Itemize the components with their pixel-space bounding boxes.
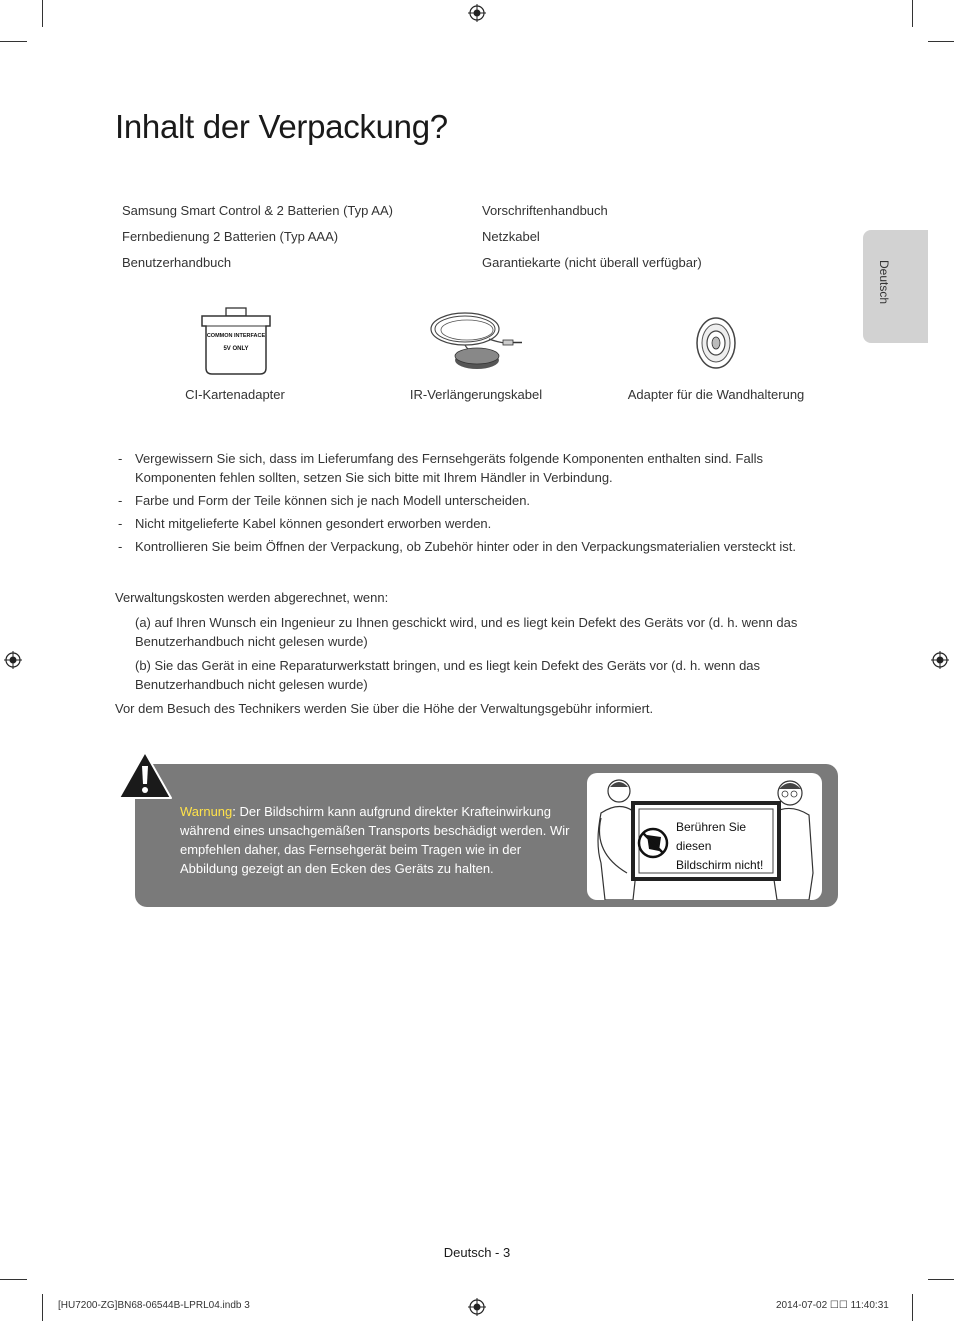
ci-voltage-label: 5V ONLY <box>223 346 249 352</box>
caption-ir-cable: IR-Verlängerungskabel <box>409 387 543 402</box>
crop-mark <box>42 0 43 27</box>
caption-ci-adapter: CI-Kartenadapter <box>185 387 285 402</box>
list-item: Fernbedienung 2 Batterien (Typ AAA) <box>122 229 339 244</box>
costs-outro: Vor dem Besuch des Technikers werden Sie über die Höhe der Verwaltungsgebühr informiert. <box>115 700 654 716</box>
list-item: Netzkabel <box>482 229 540 244</box>
ci-card-adapter-image <box>198 306 274 378</box>
language-tab-label: Deutsch <box>877 260 891 305</box>
list-item: Samsung Smart Control & 2 Batterien (Typ AA) <box>122 203 393 218</box>
registration-mark-icon <box>4 651 22 669</box>
list-item: - Vergewissern Sie sich, dass im Lieferumfang des Fernsehgeräts folgende Komponenten enthalten sind. Falls Komponenten fehlen sollten, setzen Sie sich bitte mit Ihrem Händler in Verbindung. <box>118 451 763 485</box>
costs-case-b: (b) Sie das Gerät in eine Reparaturwerkstatt bringen, und es liegt kein Defekt des Geräts vor (d. h. wenn das Benutzerhandbuch nicht gelesen wurde) <box>135 657 761 692</box>
registration-mark-icon <box>468 1298 486 1316</box>
warning-text: Warnung: Der Bildschirm kann aufgrund direkter Krafteinwirkung während eines unsachgemäßen Transports beschädigt werden. Wir empfehlen daher, das Fernsehgerät beim Tragen wie in der Abbildung gezeigt an den Ecken des Geräts zu halten. <box>180 804 570 876</box>
caption-wall-adapter: Adapter für die Wandhalterung <box>627 387 805 402</box>
page-number: Deutsch - 3 <box>443 1245 511 1260</box>
notes-list <box>118 449 818 560</box>
page-title: Inhalt der Verpackung? <box>115 108 448 145</box>
crop-mark <box>928 1279 954 1280</box>
ci-label: COMMON INTERFACE <box>206 333 266 339</box>
list-item: - Farbe und Form der Teile können sich je nach Modell unterscheiden. <box>118 493 531 508</box>
crop-mark <box>912 1294 913 1321</box>
registration-mark-icon <box>468 4 486 22</box>
contents-column-left <box>122 202 462 280</box>
warning-icon <box>117 750 173 800</box>
crop-mark <box>0 1279 27 1280</box>
footer-timestamp: 2014-07-02 ☐☐ 11:40:31 <box>776 1300 889 1311</box>
list-item: Benutzerhandbuch <box>122 255 232 270</box>
list-item: - Nicht mitgelieferte Kabel können gesondert erworben werden. <box>118 516 492 531</box>
crop-mark <box>928 41 954 42</box>
costs-case-a: (a) auf Ihren Wunsch ein Ingenieur zu Ihnen geschickt wird, und es liegt kein Defekt des Geräts vor (d. h. wenn das Benutzerhandbuch nicht gelesen wurde) <box>135 614 798 649</box>
crop-mark <box>42 1294 43 1321</box>
footer-file-name: [HU7200-ZG]BN68-06544B-LPRL04.indb 3 <box>58 1300 250 1311</box>
contents-column-right <box>482 202 822 280</box>
list-item: - Kontrollieren Sie beim Öffnen der Verpackung, ob Zubehör hinter oder in den Verpackungsmaterialien versteckt ist. <box>118 539 796 554</box>
list-item: Garantiekarte (nicht überall verfügbar) <box>482 255 702 270</box>
list-item: Vorschriftenhandbuch <box>482 203 608 218</box>
administration-costs <box>115 588 835 718</box>
costs-intro: Verwaltungskosten werden abgerechnet, wenn: <box>115 590 389 605</box>
ir-extension-cable-image <box>425 305 525 377</box>
crop-mark <box>0 41 27 42</box>
warning-label: Warnung <box>180 804 233 819</box>
language-tab <box>863 230 928 343</box>
registration-mark-icon <box>931 651 949 669</box>
no-touch-sign-text: Berühren Sie diesen Bildschirm nicht! <box>676 820 764 872</box>
crop-mark <box>912 0 913 27</box>
tv-handling-illustration <box>587 773 822 900</box>
wall-mount-adapter-image <box>693 315 739 371</box>
